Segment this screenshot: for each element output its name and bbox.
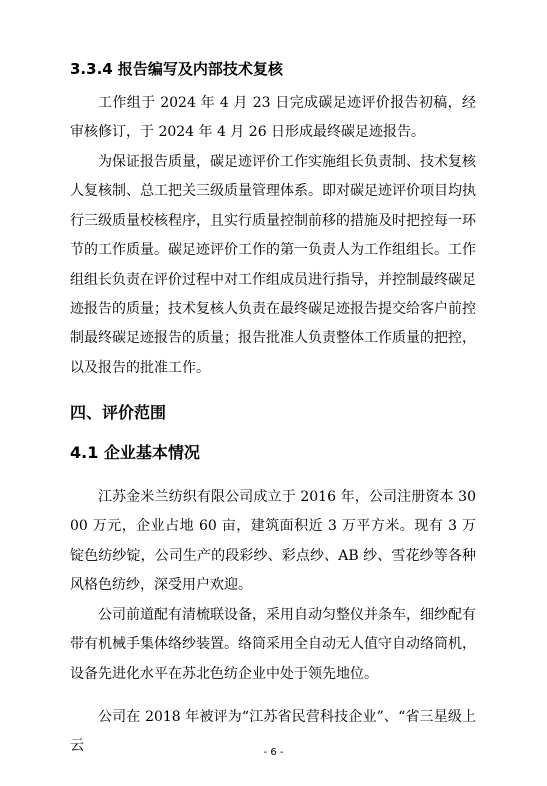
paragraph-report-draft: 工作组于 2024 年 4 月 23 日完成碳足迹评价报告初稿，经审核修订，于 2024 年 4 月 26 日形成最终碳足迹报告。 <box>70 95 476 141</box>
heading-3-3-4: 3.3.4 报告编写及内部技术复核 <box>70 60 283 78</box>
heading-4-1: 4.1 企业基本情况 <box>70 443 200 462</box>
heading-evaluation-scope: 四、评价范围 <box>70 403 167 422</box>
paragraph-equipment: 公司前道配有清梳联设备，采用自动匀整仪并条车，细纱配有带有机械手集体络纱装置。络筒采用全自动无人值守自动络筒机，设备先进化水平在苏北色纺企业中处于领先地位。 <box>70 607 476 682</box>
paragraph-quality-control: 为保证报告质量，碳足迹评价工作实施组长负责制、技术复核人复核制、总工把关三级质量管理体系。即对碳足迹评价项目均执行三级质量校核程序，且实行质量控制前移的措施及时把控每一环节的工作质量。碳足迹评价工作的第一负责人为工作组组长。工作组组长负责在评价过程中对工作组成员进行指导，并控制最终碳足迹报告的质量；技术复核人负责在最终碳足迹报告提交给客户前控制最终碳足迹报告的质量；报告批准人负责整体工作质量的把控，以及报告的批准工作。 <box>70 154 476 376</box>
paragraph-company-intro: 江苏金米兰纺织有限公司成立于 2016 年，公司注册资本 3000 万元，企业占地 60 亩，建筑面积近 3 万平方米。现有 3 万锭色纺纱锭，公司生产的段彩纱、彩点纱、AB 纱、雪花纱等各种风格色纺纱，深受用户欢迎。 <box>70 489 476 594</box>
page-number: - 6 - <box>263 747 284 758</box>
paragraph-awards: 公司在 2018 年被评为“江苏省民营科技企业”、“省三星级上云 <box>70 709 476 755</box>
